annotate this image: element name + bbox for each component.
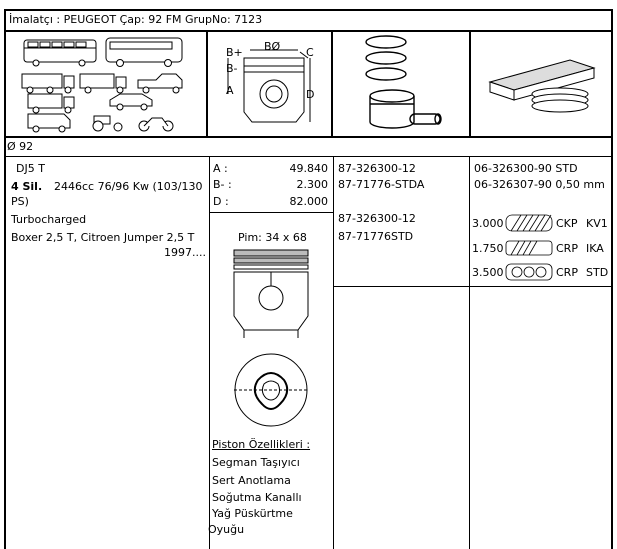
feature-item: Oyuğu xyxy=(208,523,245,536)
col-divider-1 xyxy=(209,156,210,549)
vehicle-models: Boxer 2,5 T, Citroen Jumper 2,5 T xyxy=(11,231,195,244)
dim-label-b-plus: B+ xyxy=(226,46,243,59)
ring-profile-icon xyxy=(505,238,553,258)
ring-type: CRP xyxy=(556,242,578,255)
top-border xyxy=(4,9,613,11)
ring-code: 06-326300-90 STD xyxy=(474,162,578,175)
pin-size: Pim: 34 x 68 xyxy=(238,231,307,244)
header-text: İmalatçı : PEUGEOT Çap: 92 FM GrupNo: 7123 xyxy=(9,13,263,26)
features-title: Piston Özellikleri : xyxy=(212,438,311,451)
dims-bottom-border xyxy=(209,212,333,213)
piston-code: 87-71776STD xyxy=(338,230,414,243)
dim-label-d: D xyxy=(306,88,315,101)
ring-type-code: KV1 xyxy=(586,217,608,230)
piston-top-drawing xyxy=(228,350,314,436)
images-bottom-border xyxy=(4,136,613,138)
image-col-divider-2 xyxy=(331,30,333,137)
ring-type: CKP xyxy=(556,217,578,230)
dim-label-c: C xyxy=(306,46,314,59)
feature-item: Sert Anotlama xyxy=(212,474,291,487)
cylinder-count: 4 Sil. xyxy=(11,180,43,193)
ring-profile-icon xyxy=(505,262,553,282)
ring-type: CRP xyxy=(556,266,578,279)
ring-width: 1.750 xyxy=(472,242,504,255)
turbo-label: Turbocharged xyxy=(11,213,87,226)
ring-profile-icon xyxy=(505,213,553,233)
ring-width: 3.500 xyxy=(472,266,504,279)
dimension-a-value: 49.840 xyxy=(289,162,328,175)
engine-spec-cont: PS) xyxy=(11,195,29,208)
dimension-d-value: 82.000 xyxy=(289,195,328,208)
piston-side-drawing xyxy=(228,246,314,342)
col-divider-3 xyxy=(469,156,470,549)
outer-right-border xyxy=(611,9,613,549)
dimension-b-value: 2.300 xyxy=(296,178,328,191)
ring-width: 3.000 xyxy=(472,217,504,230)
vehicles-illustration xyxy=(20,36,195,132)
engine-spec: 2446cc 76/96 Kw (103/130 xyxy=(54,180,203,193)
dimension-a-label: A : xyxy=(213,162,228,175)
outer-left-border xyxy=(4,9,6,549)
image-col-divider-3 xyxy=(469,30,471,137)
dimension-d-label: D : xyxy=(213,195,229,208)
dim-label-bore: BØ xyxy=(264,40,281,53)
header-bottom-border xyxy=(4,30,613,32)
diameter-bottom-border xyxy=(4,156,613,157)
dim-label-a: A xyxy=(226,84,234,97)
feature-item: Soğutma Kanallı xyxy=(212,491,302,504)
image-col-divider-1 xyxy=(206,30,208,137)
dim-label-b-minus: B- xyxy=(226,62,238,75)
feature-item: Segman Taşıyıcı xyxy=(212,456,300,469)
dimension-b-label: B- : xyxy=(213,178,232,191)
col-divider-2 xyxy=(333,156,334,549)
ring-type-code: STD xyxy=(586,266,609,279)
feature-item: Yağ Püskürtme xyxy=(212,507,293,520)
engine-code: DJ5 T xyxy=(16,162,45,175)
codes-bottom-border xyxy=(333,286,613,287)
ring-box-illustration xyxy=(482,48,598,120)
diameter-label: Ø 92 xyxy=(7,140,34,153)
piston-rings-illustration xyxy=(356,34,448,134)
ring-code: 06-326307-90 0,50 mm xyxy=(474,178,605,191)
model-year: 1997.... xyxy=(164,246,206,259)
piston-code: 87-326300-12 xyxy=(338,162,416,175)
ring-type-code: IKA xyxy=(586,242,604,255)
piston-code: 87-326300-12 xyxy=(338,212,416,225)
piston-code: 87-71776-STDA xyxy=(338,178,425,191)
